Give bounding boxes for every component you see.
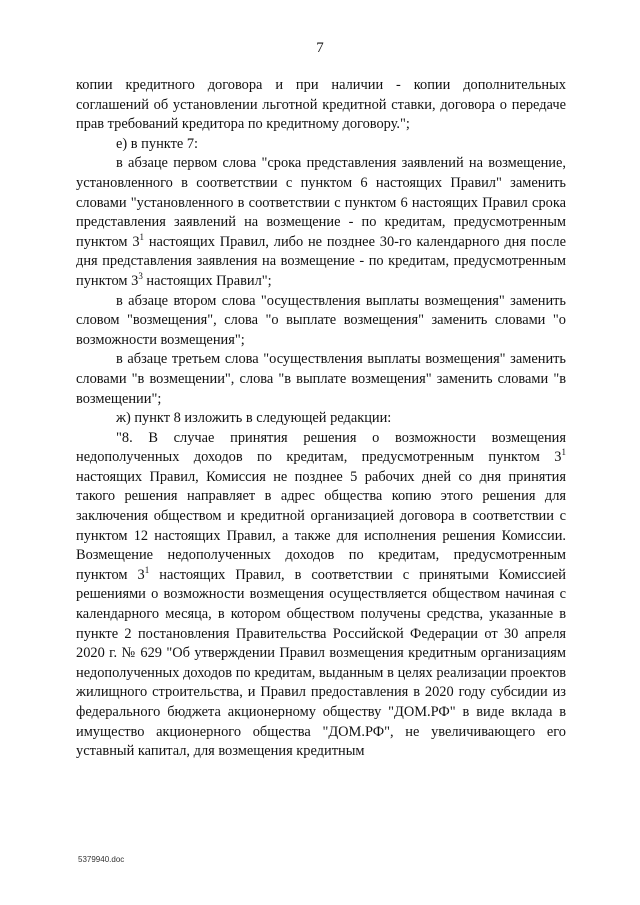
page-number: 7 bbox=[316, 40, 324, 56]
paragraph-text: в абзаце втором слова "осуществления выплаты возмещения" заменить словом "возмещения", слова "о выплате возмещения" заменить словами "о возможности возмещения"; bbox=[76, 292, 566, 348]
paragraph-p4 bbox=[76, 292, 566, 351]
paragraph-text: е) в пункте 7: bbox=[116, 135, 199, 152]
paragraph-p2 bbox=[76, 135, 566, 155]
paragraph-p7 bbox=[76, 429, 566, 762]
document-filename: 5379940.doc bbox=[78, 855, 125, 864]
paragraph-text: настоящих Правил, либо не позднее 30-го календарного дня после дня представления заявления на возмещение - по кредитам, предусмотренным пунктом 3 bbox=[76, 233, 567, 289]
paragraph-text: настоящих Правил, Комиссия не позднее 5 рабочих дней со дня принятия такого решения направляет в адрес общества копию этого решения для заключения обществом и кредитной организацией договора в соответствии с пунктом 12 настоящих Правил, а также для исполнения решения Комиссии. Возмещение недополученных доходов по кредитам, предусмотренным пунктом 3 bbox=[76, 468, 566, 583]
paragraph-text: копии кредитного договора и при наличии - копии дополнительных соглашений об установлении льготной кредитной ставки, договора о передаче прав требований кредитора по кредитному договору."; bbox=[76, 77, 566, 133]
paragraph-text: в абзаце первом слова "срока представления заявлений на возмещение, установленного в соответствии с пунктом 6 настоящих Правил" заменить словами "установленного в соответствии с пунктом 6 настоящих Правил срока представления заявлений на возмещение - по кредитам, предусмотренным пунктом 3 bbox=[76, 155, 566, 250]
superscript: 1 bbox=[139, 231, 145, 242]
document-body bbox=[76, 76, 566, 762]
paragraph-p1 bbox=[76, 76, 566, 135]
superscript: 3 bbox=[138, 270, 143, 281]
paragraph-text: настоящих Правил"; bbox=[142, 272, 272, 289]
paragraph-text: ж) пункт 8 изложить в следующей редакции: bbox=[116, 410, 392, 427]
paragraph-p3 bbox=[76, 154, 566, 291]
superscript: 1 bbox=[561, 447, 566, 458]
paragraph-p5 bbox=[76, 350, 566, 409]
paragraph-text: настоящих Правил, в соответствии с принятыми Комиссией решениями о возможности возмещения осуществляется обществом начиная с календарного месяца, в котором обществом получены средства, указанные в пункте 2 постановления Правительства Российской Федерации от 30 апреля 2020 г. № 629 "Об утверждении Правил возмещения кредитным организациям недополученных доходов по кредитам, выданным в целях реализации проектов жилищного строительства, и Правил предоставления в 2020 году субсидии из федерального бюджета акционерному обществу "ДОМ.РФ" в виде вклада в имущество акционерного общества "ДОМ.РФ", не увеличивающего его уставный капитал, для возмещения кредитным bbox=[76, 566, 566, 760]
paragraph-text: "8. В случае принятия решения о возможности возмещения недополученных доходов по кредитам, предусмотренным пунктом 3 bbox=[76, 429, 566, 466]
superscript: 1 bbox=[144, 564, 150, 575]
paragraph-text: в абзаце третьем слова "осуществления выплаты возмещения" заменить словами "в возмещении", слова "в выплате возмещения" заменить словами "в возмещении"; bbox=[76, 351, 566, 407]
paragraph-p6 bbox=[76, 409, 566, 429]
